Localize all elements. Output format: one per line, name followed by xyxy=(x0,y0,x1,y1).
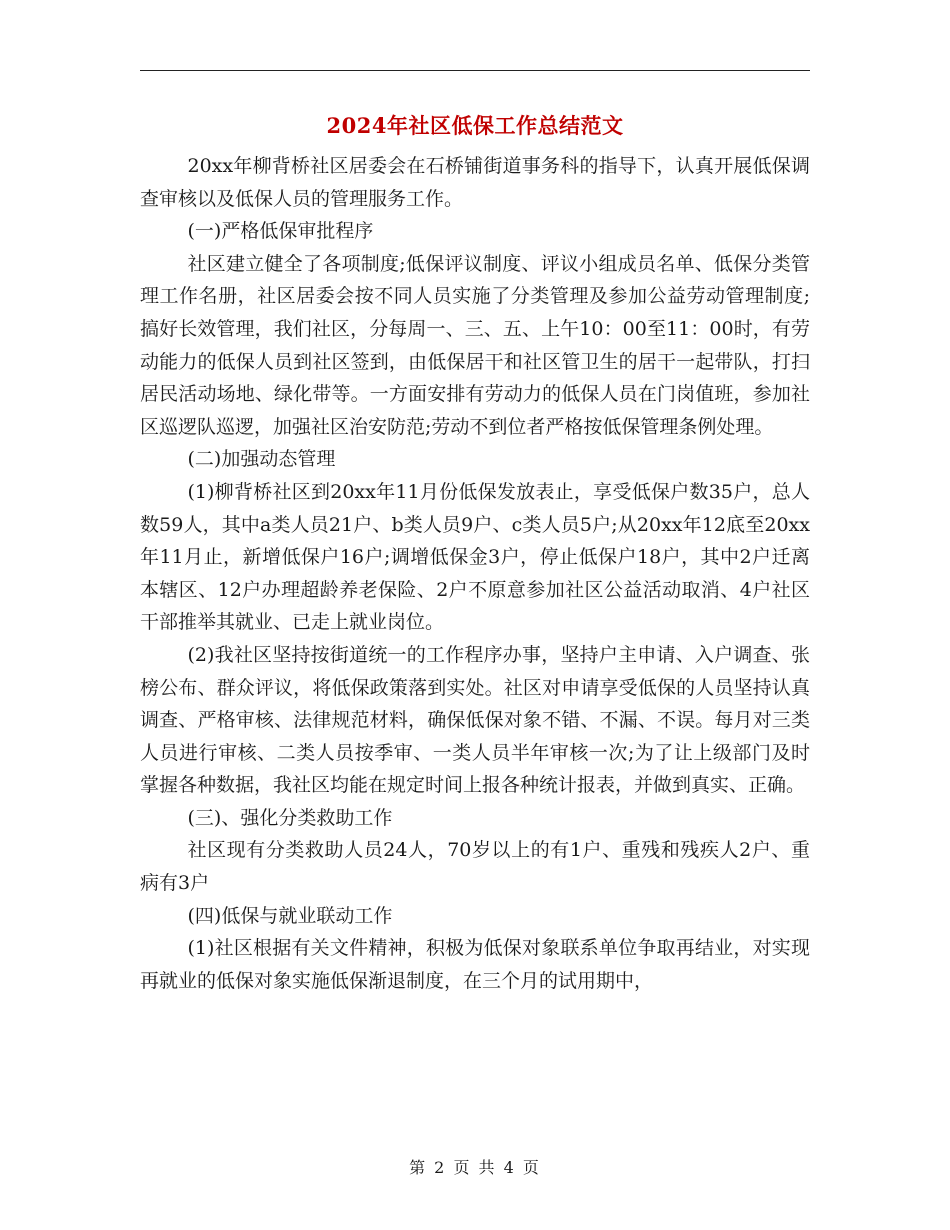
section-heading-1: (一)严格低保审批程序 xyxy=(187,220,374,243)
paragraph-employment: (1)社区根据有关文件精神，积极为低保对象联系单位争取再结业，对实现再就业的低保对象实施低保渐退制度，在三个月的试用期中， xyxy=(140,937,810,992)
section-heading-2: (二)加强动态管理 xyxy=(187,448,336,471)
paragraph-dynamic-1: (1)柳背桥社区到20xx年11月份低保发放表止，享受低保户数35户，总人数59人，其中a类人员21户、b类人员9户、c类人员5户;从20xx年12底至20xx年11月止，新增低保户16户;调增低保金3户，停止低保户18户，其中2户迁离本辖区、12户办理超龄养老保险、2户不原意参加社区公益活动取消、4户社区干部推举其就业、已走上就业岗位。 xyxy=(140,480,810,634)
section-heading-4: (四)低保与就业联动工作 xyxy=(187,904,393,927)
page-number: 第 2 页 共 4 页 xyxy=(409,1158,541,1177)
header-rule xyxy=(140,70,810,71)
section-heading-3: (三)、强化分类救助工作 xyxy=(187,806,393,829)
document-title: 2024年社区低保工作总结范文 xyxy=(326,113,624,138)
paragraph-intro: 20xx年柳背桥社区居委会在石桥铺街道事务科的指导下，认真开展低保调查审核以及低保人员的管理服务工作。 xyxy=(140,155,810,210)
document-body xyxy=(140,150,810,997)
paragraph-system: 社区建立健全了各项制度;低保评议制度、评议小组成员名单、低保分类管理工作名册，社区居委会按不同人员实施了分类管理及参加公益劳动管理制度;搞好长效管理，我们社区，分每周一、三、五、上午10：00至11：00时，有劳动能力的低保人员到社区签到，由低保居干和社区管卫生的居干一起带队，打扫居民活动场地、绿化带等。一方面安排有劳动力的低保人员在门岗值班，参加社区巡逻队巡逻，加强社区治安防范;劳动不到位者严格按低保管理条例处理。 xyxy=(140,252,810,438)
paragraph-assistance: 社区现有分类救助人员24人，70岁以上的有1户、重残和残疾人2户、重病有3户 xyxy=(140,839,810,895)
paragraph-dynamic-2: (2)我社区坚持按街道统一的工作程序办事，坚持户主申请、入户调查、张榜公布、群众评议，将低保政策落到实处。社区对申请享受低保的人员坚持认真调查、严格审核、法律规范材料，确保低保对象不错、不漏、不误。每月对三类人员进行审核、二类人员按季审、一类人员半年审核一次;为了让上级部门及时掌握各种数据，我社区均能在规定时间上报各种统计报表，并做到真实、正确。 xyxy=(140,643,810,797)
